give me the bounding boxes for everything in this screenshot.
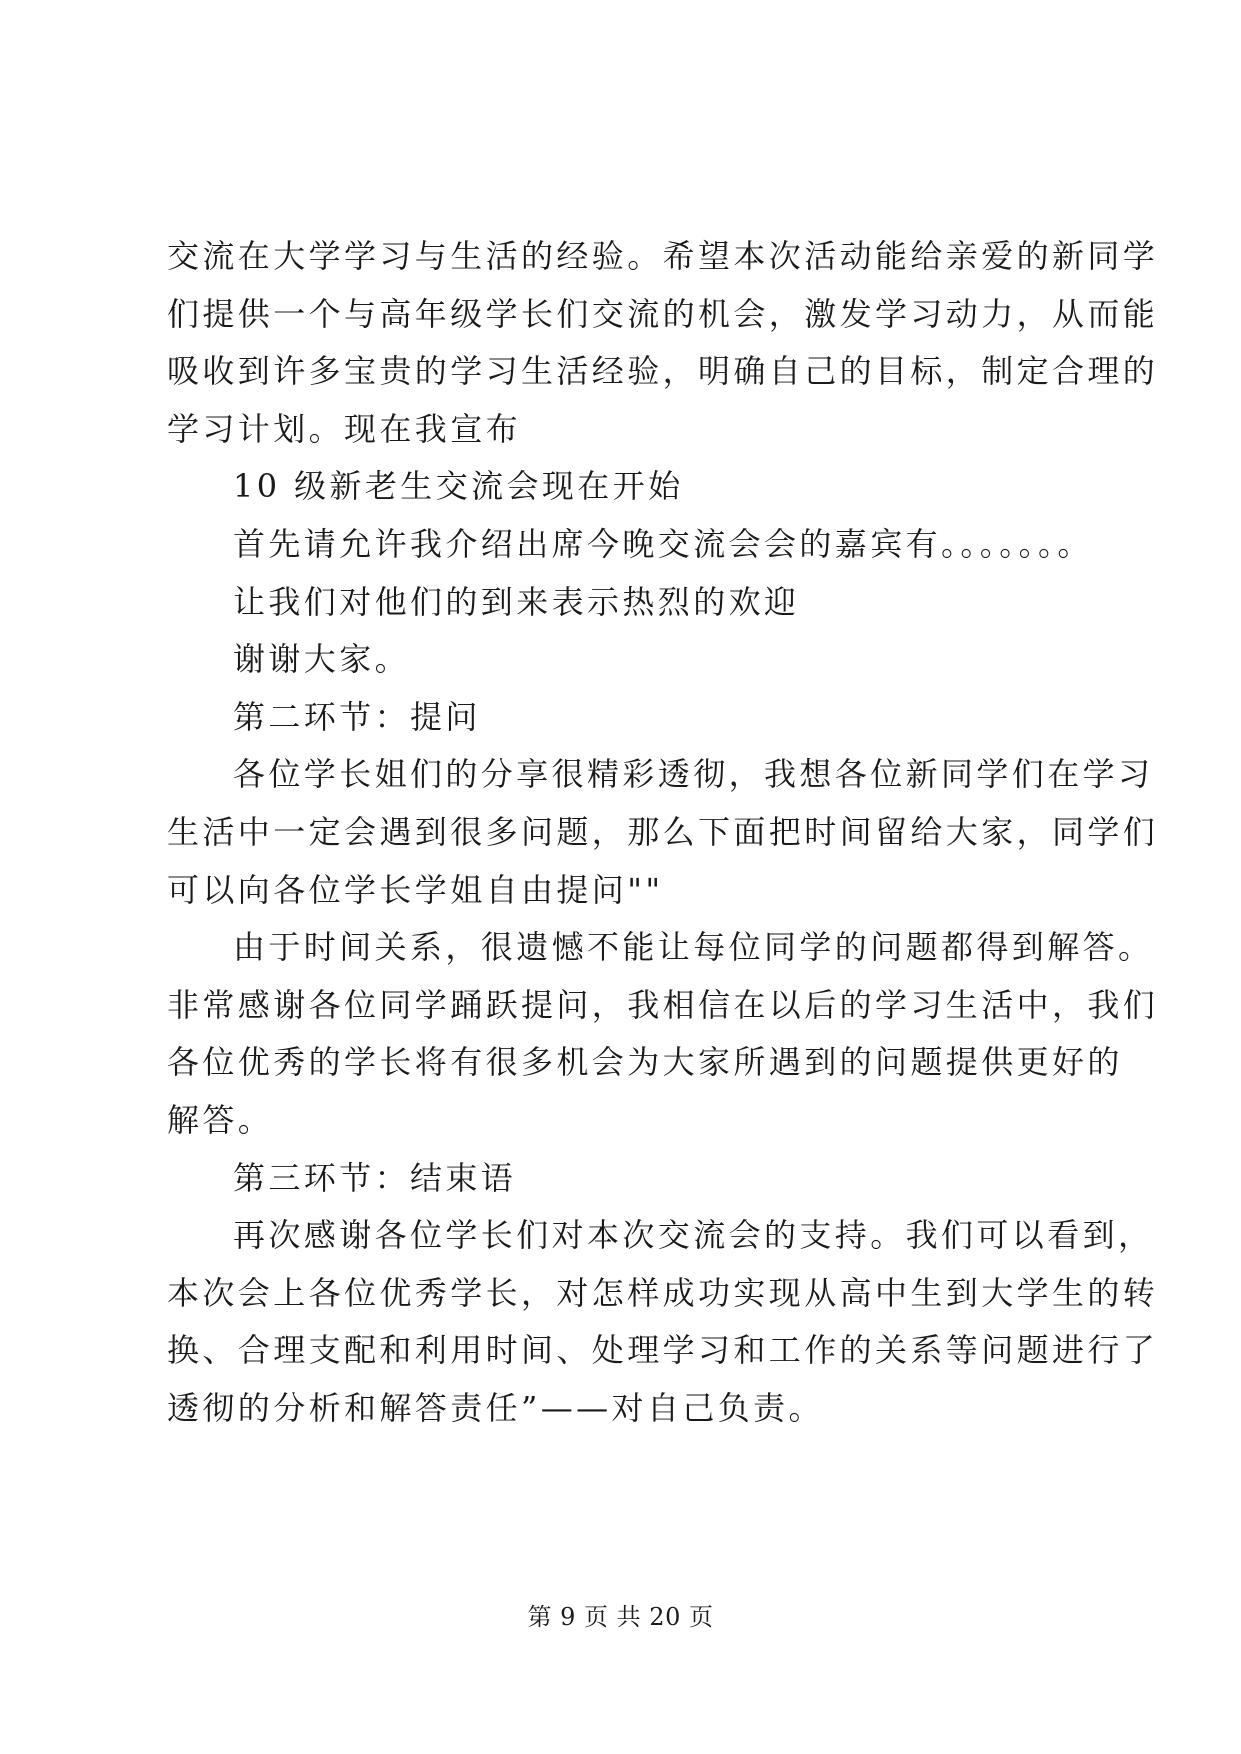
page-number-footer: 第 9 页 共 20 页	[527, 1603, 714, 1631]
text-line: 由于时间关系，很遗憾不能让每位同学的问题都得到解答。	[233, 928, 1154, 967]
text-line: 换、合理支配和利用时间、处理学习和工作的关系等问题进行了	[167, 1331, 1159, 1370]
text-line: 生活中一定会遇到很多问题，那么下面把时间留给大家，同学们	[167, 812, 1159, 851]
text-line: 10 级新老生交流会现在开始	[233, 467, 684, 506]
text-line: 首先请允许我介绍出席今晚交流会会的嘉宾有。。。。。。。	[233, 524, 1093, 563]
document-body	[167, 228, 1159, 1437]
text-line: 透彻的分析和解答责任”——对自己负责。	[167, 1388, 824, 1427]
text-line: 谢谢大家。	[233, 640, 411, 679]
text-line: 可以向各位学长学姐自由提问""	[167, 870, 664, 909]
text-line: 让我们对他们的到来表示热烈的欢迎	[233, 582, 800, 621]
text-line: 各位学长姐们的分享很精彩透彻，我想各位新同学们在学习	[233, 755, 1154, 794]
text-line: 本次会上各位优秀学长，对怎样成功实现从高中生到大学生的转	[167, 1273, 1159, 1312]
section-heading: 第二环节：提问	[233, 697, 481, 736]
text-line: 学习计划。现在我宣布	[167, 409, 522, 448]
section-heading: 第三环节：结束语	[233, 1158, 517, 1197]
text-line: 解答。	[167, 1100, 274, 1139]
text-line: 各位优秀的学长将有很多机会为大家所遇到的问题提供更好的	[167, 1043, 1123, 1082]
text-line: 交流在大学学习与生活的经验。希望本次活动能给亲爱的新同学	[167, 237, 1159, 275]
text-line: 再次感谢各位学长们对本次交流会的支持。我们可以看到，	[233, 1216, 1154, 1255]
text-line: 们提供一个与高年级学长们交流的机会，激发学习动力，从而能	[167, 294, 1159, 333]
text-line: 非常感谢各位同学踊跃提问，我相信在以后的学习生活中，我们	[167, 985, 1159, 1024]
text-line: 吸收到许多宝贵的学习生活经验，明确自己的目标，制定合理的	[167, 352, 1159, 391]
